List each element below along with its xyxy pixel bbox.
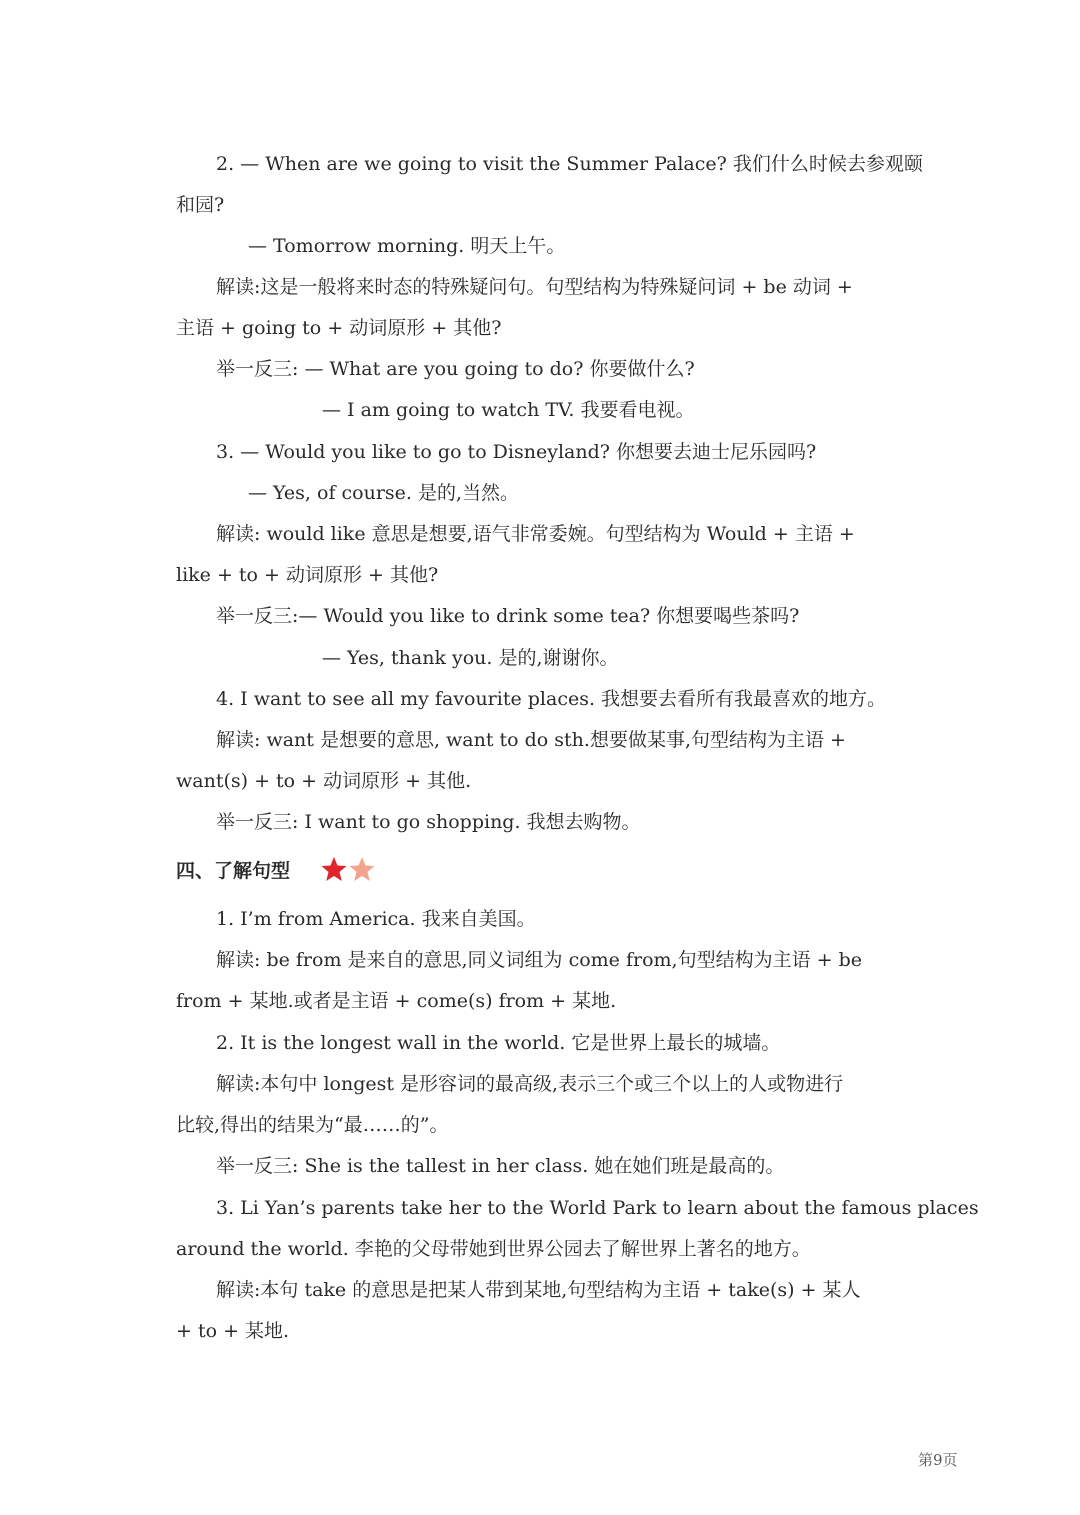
text-line: 1. I’m from America. 我来自美国。 xyxy=(216,908,536,930)
text-line: 和园? xyxy=(176,194,225,216)
text-line: 解读:这是一般将来时态的特殊疑问句。句型结构为特殊疑问词 + be 动词 + xyxy=(216,276,853,298)
text-line: — Tomorrow morning. 明天上午。 xyxy=(248,235,566,257)
text-line: want(s) + to + 动词原形 + 其他. xyxy=(176,770,472,792)
text-line: — Yes, of course. 是的,当然。 xyxy=(248,482,520,504)
text-line: 比较,得出的结果为“最……的”。 xyxy=(176,1114,449,1136)
text-line: — Yes, thank you. 是的,谢谢你。 xyxy=(322,647,619,669)
text-line: 4. I want to see all my favourite places. 我想要去看所有我最喜欢的地方。 xyxy=(216,688,887,710)
text-line: 解读:本句 take 的意思是把某人带到某地,句型结构为主语 + take(s) + 某人 xyxy=(216,1279,861,1301)
text-line: 主语 + going to + 动词原形 + 其他? xyxy=(176,317,502,339)
text-line: 解读: be from 是来自的意思,同义词组为 come from,句型结构为主语 + be xyxy=(216,949,862,971)
section-heading: 四、了解句型 xyxy=(176,860,291,882)
text-line: 2. It is the longest wall in the world. 它是世界上最长的城墙。 xyxy=(216,1032,781,1054)
text-line: — I am going to watch TV. 我要看电视。 xyxy=(322,399,695,421)
text-line: like + to + 动词原形 + 其他? xyxy=(176,564,439,586)
star-icon xyxy=(322,857,347,881)
text-line: 2. — When are we going to visit the Summer Palace? 我们什么时候去参观颐 xyxy=(216,153,923,175)
text-line: + to + 某地. xyxy=(176,1320,290,1342)
text-line: 举一反三: I want to go shopping. 我想去购物。 xyxy=(216,811,641,833)
text-line: 解读:本句中 longest 是形容词的最高级,表示三个或三个以上的人或物进行 xyxy=(216,1073,844,1095)
star-half-icon xyxy=(350,857,375,881)
text-line: 解读: would like 意思是想要,语气非常委婉。句型结构为 Would + 主语 + xyxy=(216,523,855,545)
difficulty-stars xyxy=(320,855,380,890)
text-line: 3. Li Yan’s parents take her to the World Park to learn about the famous places xyxy=(216,1197,979,1219)
text-line: 解读: want 是想要的意思, want to do sth.想要做某事,句型结构为主语 + xyxy=(216,729,846,751)
text-line: around the world. 李艳的父母带她到世界公园去了解世界上著名的地方。 xyxy=(176,1238,811,1260)
text-line: 3. — Would you like to go to Disneyland? 你想要去迪士尼乐园吗? xyxy=(216,441,817,463)
text-line: 举一反三:— Would you like to drink some tea? 你想要喝些茶吗? xyxy=(216,605,800,627)
text-line: from + 某地.或者是主语 + come(s) from + 某地. xyxy=(176,990,617,1012)
text-line: 举一反三: — What are you going to do? 你要做什么? xyxy=(216,358,695,380)
page-number: 第9页 xyxy=(918,1451,958,1469)
text-line: 举一反三: She is the tallest in her class. 她在她们班是最高的。 xyxy=(216,1155,785,1177)
